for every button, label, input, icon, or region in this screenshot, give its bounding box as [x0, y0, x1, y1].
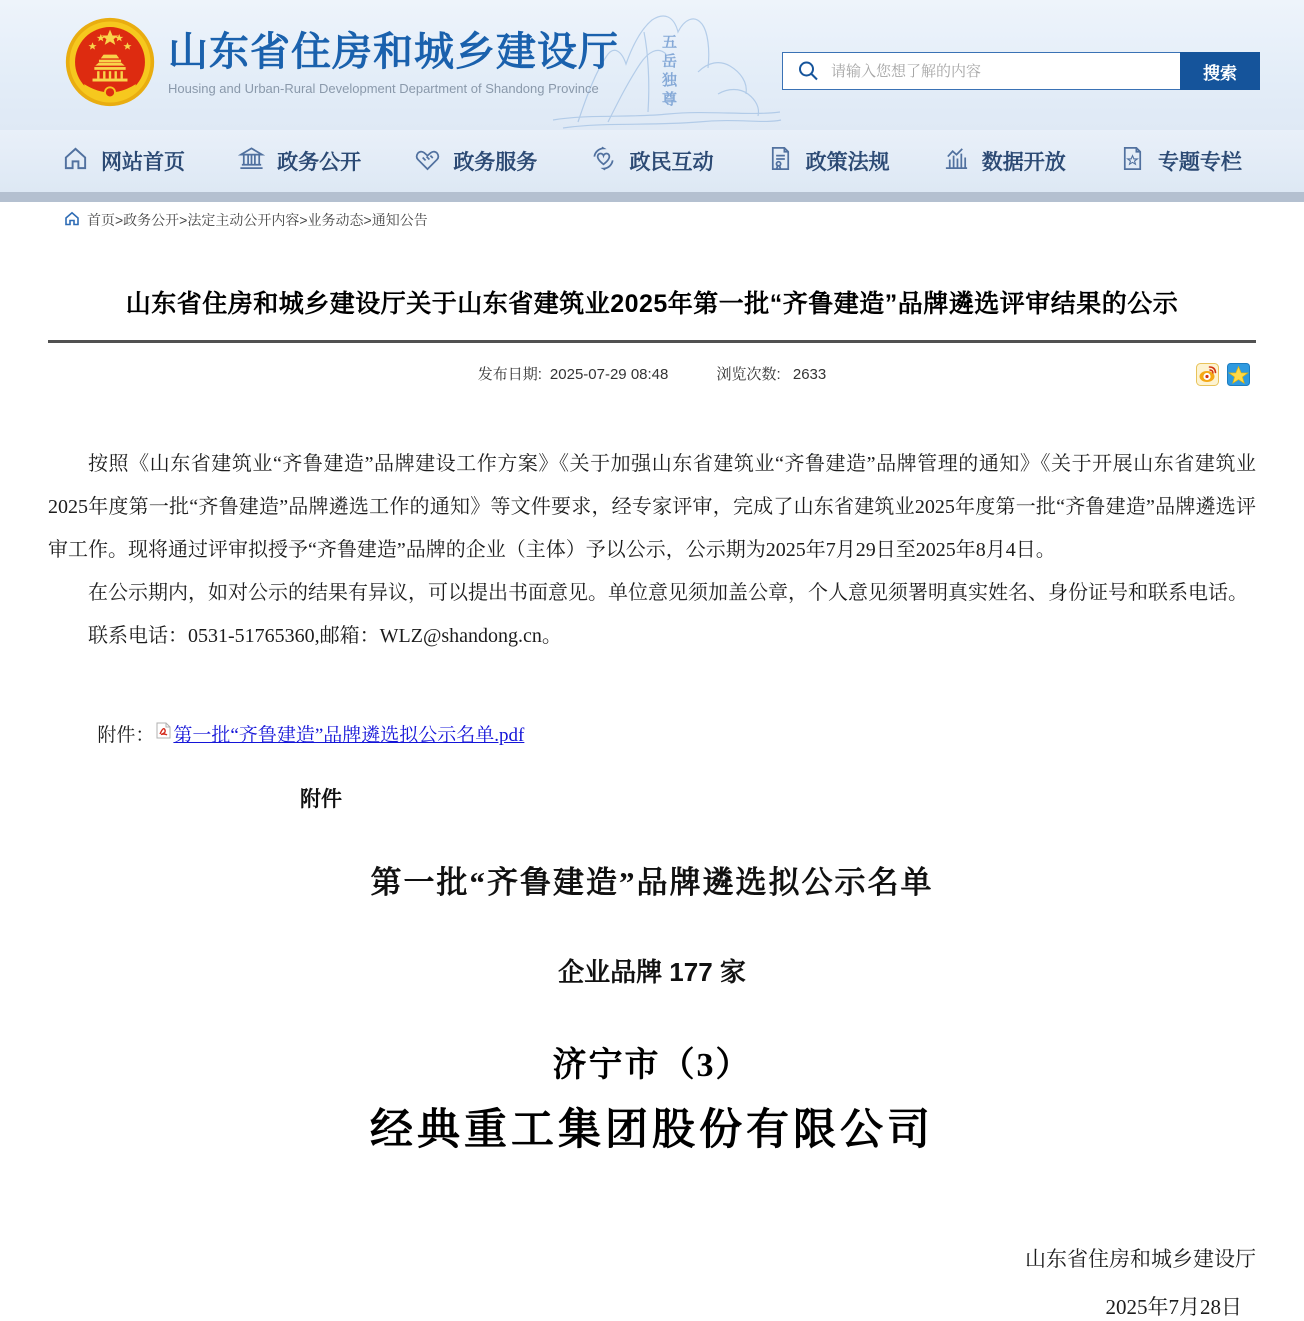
title-divider — [48, 340, 1256, 343]
paragraph-2: 在公示期内，如对公示的结果有异议，可以提出书面意见。单位意见须加盖公章，个人意见须署明真实姓名、身份证号和联系电话。 — [88, 582, 1248, 604]
publish-date-label: 发布日期: — [477, 366, 542, 383]
search-icon — [783, 53, 829, 89]
attachment-link[interactable]: 第一批“齐鲁建造”品牌遴选拟公示名单.pdf — [173, 725, 525, 746]
nav-item-home[interactable]: 网站首页 — [62, 145, 185, 177]
divider-strip — [0, 192, 1304, 202]
nav-item-public-interaction[interactable]: 政民互动 — [590, 145, 713, 177]
site-subtitle: Housing and Urban-Rural Development Department of Shandong Province — [168, 80, 599, 96]
breadcrumb-home-icon[interactable] — [64, 211, 80, 229]
share-icons — [1196, 363, 1250, 386]
paragraph-3: 联系电话：0531-51765360,邮箱：WLZ@shandong.cn。 — [88, 625, 562, 647]
special-column-icon — [1119, 145, 1146, 177]
views-label: 浏览次数: — [716, 366, 781, 383]
heart-interaction-icon — [590, 145, 617, 177]
pdf-file-icon — [156, 722, 171, 745]
nav-item-gov-disclosure[interactable]: 政务公开 — [238, 145, 361, 177]
breadcrumb — [0, 202, 1304, 238]
preview-doc-title: 第一批“齐鲁建造”品牌遴选拟公示名单 — [370, 865, 934, 900]
qzone-share-icon[interactable] — [1227, 363, 1250, 386]
data-chart-icon — [943, 145, 970, 177]
article-body — [48, 443, 1256, 658]
government-building-icon — [238, 145, 265, 177]
site-header — [0, 0, 1304, 130]
signature-department: 山东省住房和城乡建设厅 — [1025, 1247, 1256, 1271]
site-logo-block[interactable] — [64, 16, 619, 108]
signature-date: 2025年7月28日 — [1105, 1295, 1242, 1319]
attachment-row — [48, 720, 1256, 747]
signature-block — [48, 1243, 1256, 1321]
handshake-icon — [414, 145, 441, 177]
home-icon — [62, 145, 89, 177]
main-navigation — [0, 130, 1304, 192]
breadcrumb-path[interactable]: 首页>政务公开>法定主动公开内容>业务动态>通知公告 — [87, 212, 428, 228]
site-title: 山东省住房和城乡建设厅 — [168, 29, 619, 74]
nav-item-open-data[interactable]: 数据开放 — [943, 145, 1066, 177]
national-emblem-logo — [64, 16, 156, 108]
article-title: 山东省住房和城乡建设厅关于山东省建筑业2025年第一批“齐鲁建造”品牌遴选评审结果的公示 — [125, 290, 1179, 318]
paragraph-1: 按照《山东省建筑业“齐鲁建造”品牌建设工作方案》《关于加强山东省建筑业“齐鲁建造”品牌管理的通知》《关于开展山东省建筑业2025年度第一批“齐鲁建造”品牌遴选工作的通知》等文件要求，经专家评审，完成了山东省建筑业2025年度第一批“齐鲁建造”品牌遴选评审工作。现将通过评审拟授予“齐鲁建造”品牌的企业（主体）予以公示，公示期为2025年7月29日至2025年8月4日。 — [48, 453, 1256, 561]
search-bar — [782, 52, 1260, 90]
article-container — [48, 284, 1256, 1321]
policy-document-icon — [767, 145, 794, 177]
nav-item-gov-services[interactable]: 政务服务 — [414, 145, 537, 177]
nav-item-policies[interactable]: 政策法规 — [767, 145, 890, 177]
publish-date-value: 2025-07-29 08:48 — [549, 366, 669, 383]
search-input[interactable] — [829, 53, 1181, 89]
preview-city-heading: 济宁市（3） — [552, 1047, 752, 1084]
mountain-inscription: 五岳独尊 — [660, 34, 676, 110]
weibo-share-icon[interactable] — [1196, 363, 1219, 386]
attachment-label: 附件： — [97, 725, 155, 746]
preview-heading: 附件 — [300, 788, 342, 811]
preview-company-name: 经典重工集团股份有限公司 — [370, 1107, 934, 1154]
nav-item-special-columns[interactable]: 专题专栏 — [1119, 145, 1242, 177]
views-value: 2633 — [792, 366, 827, 383]
preview-subtitle: 企业品牌 177 家 — [558, 957, 746, 987]
search-button[interactable]: 搜索 — [1180, 52, 1260, 90]
article-meta — [48, 363, 1256, 387]
